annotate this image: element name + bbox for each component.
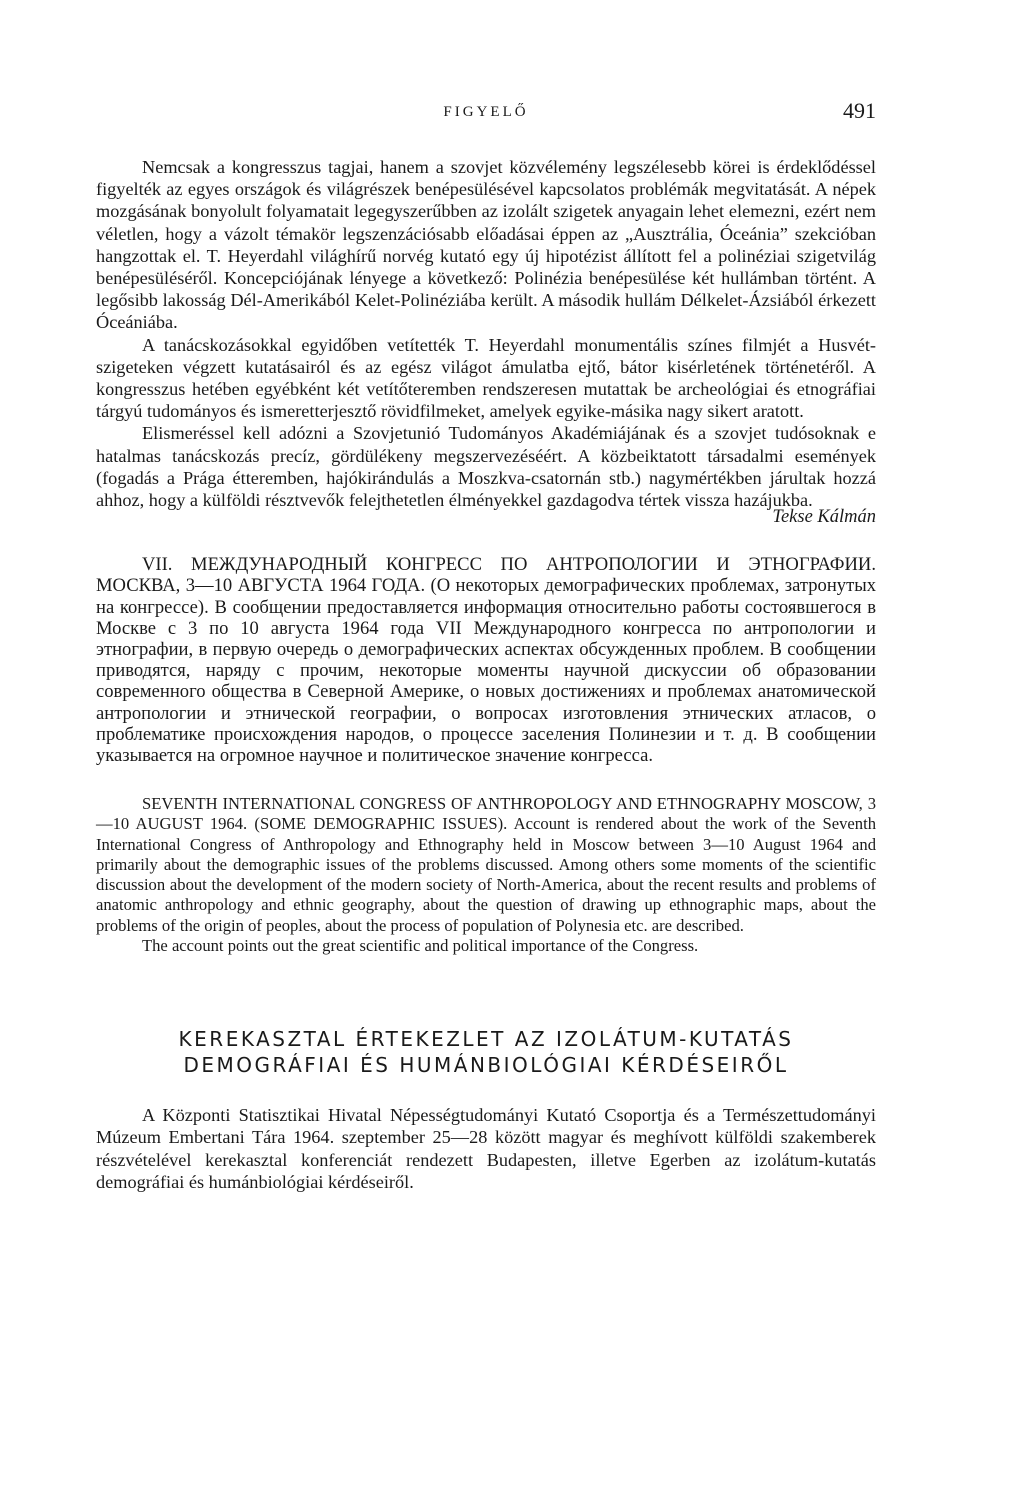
section-heading-line-2: DEMOGRÁFIAI ÉS HUMÁNBIOLÓGIAI KÉRDÉSEIRŐL bbox=[183, 1052, 789, 1077]
section-body-paragraph: A Központi Statisztikai Hivatal Népességtudományi Kutató Csoportja és a Természettudományi Múzeum Embertani Tára 1964. szeptember 25—28 között magyar és meghívott külföldi szakemberek részvételével kerekasztal konferenciát rendezett Budapesten, illetve Egerben az izolátum-kutatás demográfiai és humánbiológiai kérdéseiről. bbox=[96, 1104, 876, 1193]
article-paragraph-3: Elismeréssel kell adózni a Szovjetunió Tudományos Akadémiájának és a szovjet tudósoknak e hatalmas tanácskozás precíz, gördülékeny megszervezéséért. A közbeiktatott társadalmi események (fogadás a Prága étteremben, hajókirándulás a Moszkva-csatornán stb.) nagymértékben járultak hozzá ahhoz, hogy a külföldi résztvevők felejthetetlen élményekkel gazdagodva tértek vissza hazájukba. bbox=[96, 423, 876, 511]
page bbox=[96, 96, 876, 1194]
article-hungarian bbox=[96, 156, 876, 528]
section-body bbox=[96, 1104, 876, 1194]
summary-english bbox=[96, 794, 876, 956]
summary-english-paragraph-2: The account points out the great scientific and political importance of the Congress. bbox=[142, 935, 699, 955]
article-paragraph-2: A tanácskozásokkal egyidőben vetítették T. Heyerdahl monumentális színes filmjét a Husvét-szigeteken végzett kutatásairól és az egész világot ámulatba ejtő, bátor kisérletének történetéről. A kongresszus hetében egyébként két vetítőteremben rendszeresen mutattak be archeológiai és etnográfiai tárgyú tudományos és ismeretterjesztő rövidfilmeket, amelyek egyike-másika nagy sikert aratott. bbox=[96, 334, 876, 422]
section-heading-line-1: KEREKASZTAL ÉRTEKEZLET AZ IZOLÁTUM-KUTATÁS bbox=[178, 1026, 794, 1051]
page-number: 491 bbox=[843, 98, 876, 123]
summary-russian-text: VII. МЕЖДУНАРОДНЫЙ КОНГРЕСС ПО АНТРОПОЛОГИИ И ЭТНОГРАФИИ. МОСКВА, 3—10 АВГУСТА 1964 ГОДА. (О некоторых демографических проблемах, затронутых на конгрессе). В сообщении предоставляется информация относительно работы состоявшегося в Москве с 3 по 10 августа 1964 года VII Международного конгресса по антропологии и этнографии, в первую очередь о демографических аспектах обсужденных проблем. В сообщении приводятся, наряду с прочим, некоторые моменты научной дискуссии об образовании современного общества в Северной Америке, о новых достижениях и проблемах анатомической антропологии и этнической географии, о вопросах изготовления этнических атласов, о проблематике происхождения народов, о процессе заселения Полинезии и т. д. В сообщении указывается на огромное научное и политическое значение конгресса. bbox=[96, 554, 876, 767]
summary-russian bbox=[96, 554, 876, 766]
summary-english-paragraph-1: SEVENTH INTERNATIONAL CONGRESS OF ANTHROPOLOGY AND ETHNOGRAPHY MOSCOW, 3—10 AUGUST 1964. (SOME DEMOGRAPHIC ISSUES). Account is rendered about the work of the Seventh International Congress of Anthropology and Ethnography held in Moscow between 3—10 August 1964 and primarily about the demographic issues of the problems discussed. Among others some moments of the scientific discussion about the development of the modern society of North-America, about the recent results and problems of anatomic anthropology and ethnic geography, about the question of drawing up ethnographic maps, about the problems of the origin of peoples, about the process of population of Polynesia etc. are described. bbox=[96, 794, 876, 935]
running-title: FIGYELŐ bbox=[443, 104, 529, 120]
section-heading bbox=[96, 1026, 876, 1078]
article-paragraph-1: Nemcsak a kongresszus tagjai, hanem a szovjet közvélemény legszélesebb körei is érdeklődéssel figyelték az egyes országok és világrészek benépesülésével kapcsolatos problémák megvitatását. A népek mozgásának bonyolult folyamatait legegyszerűbben az izolált szigetek anyagain lehet elemezni, ezért nem véletlen, hogy a vázolt témakör legszenzációsabb előadásai éppen az „Ausztrália, Óceánia” szekcióban hangzottak el. T. Heyerdahl világhírű norvég kutató egy új hipotézist állított fel a polinéziai szigetvilág benépesüléséről. Koncepciójának lényege a következő: Polinézia benépesülése két hullámban történt. A legősibb lakosság Dél-Amerikából Kelet-Polinéziába került. A második hullám Délkelet-Ázsiából érkezett Óceániába. bbox=[96, 157, 876, 333]
running-head bbox=[96, 96, 876, 136]
author-signature: Tekse Kálmán bbox=[772, 507, 876, 528]
